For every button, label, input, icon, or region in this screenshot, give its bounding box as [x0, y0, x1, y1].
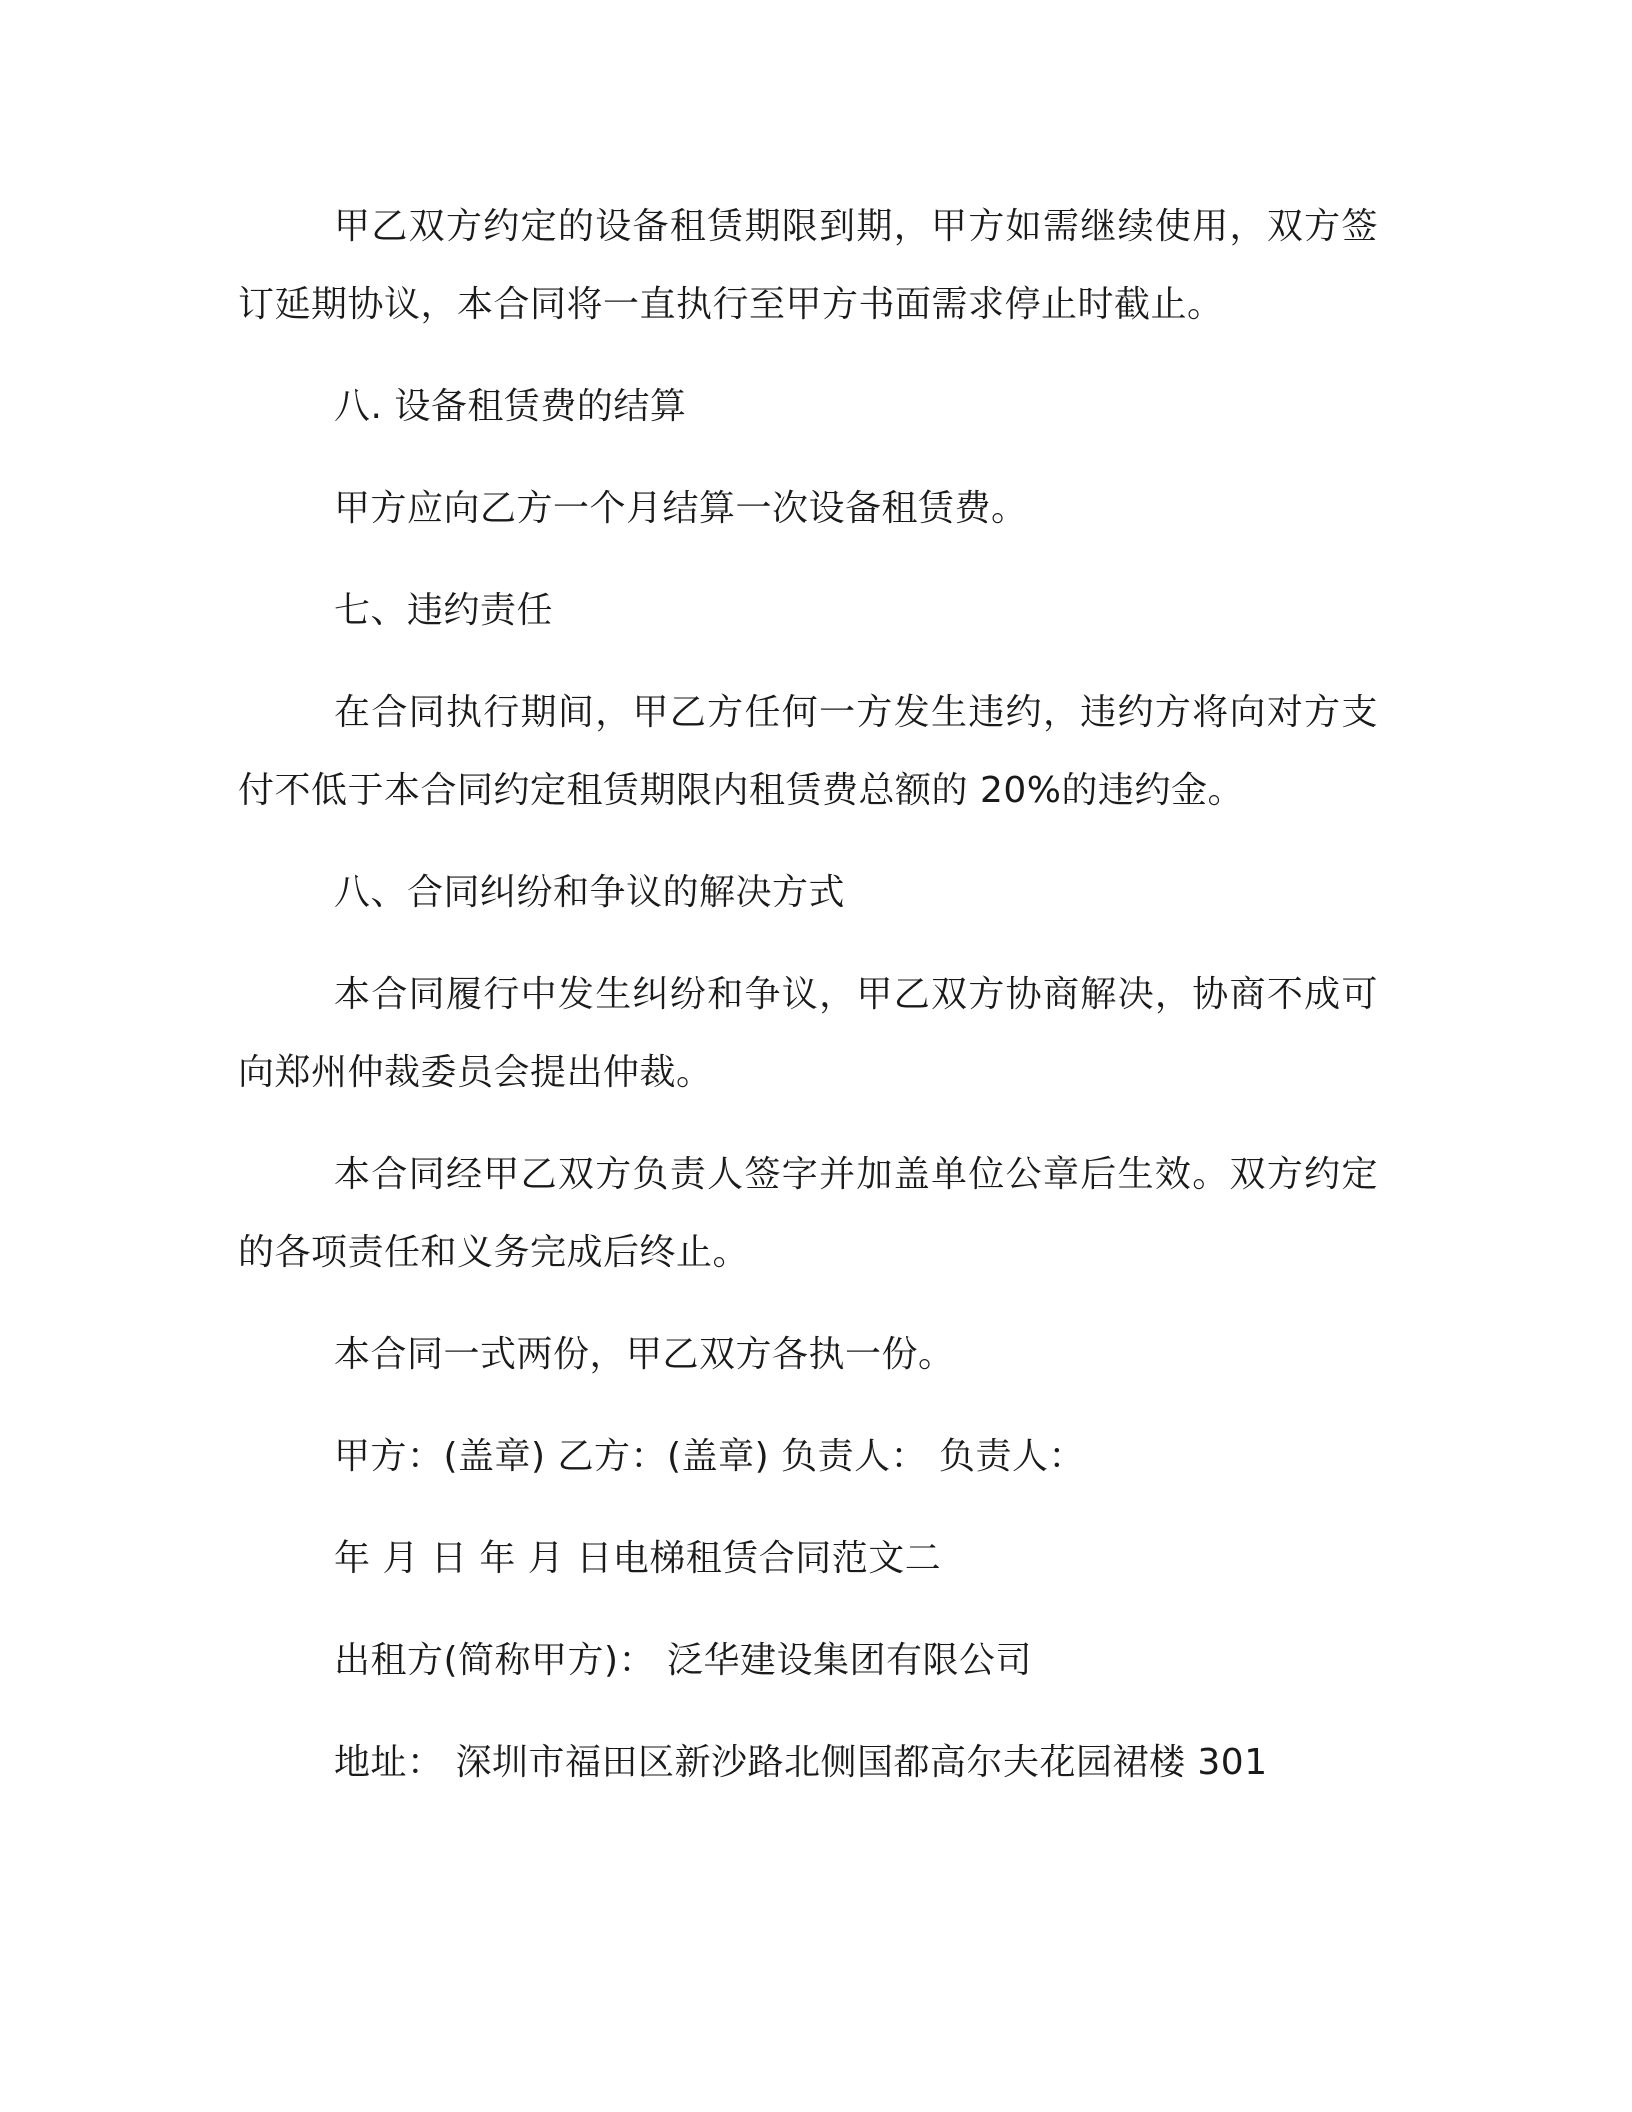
paragraph-copies: 本合同一式两份，甲乙双方各执一份。 [334, 1334, 955, 1375]
signature-line: 甲方：(盖章) 乙方：(盖章) 负责人： 负责人： [334, 1436, 1086, 1477]
section-heading-breach: 七、违约责任 [334, 590, 554, 631]
lessor-line: 出租方(简称甲方)： 泛华建设集团有限公司 [334, 1640, 1033, 1681]
address-line: 地址： 深圳市福田区新沙路北侧国都高尔夫花园裙楼 301 [334, 1742, 1268, 1783]
document-body [238, 188, 1378, 1826]
section-heading-settlement: 八. 设备租赁费的结算 [334, 386, 687, 427]
paragraph-lease-extension: 甲乙双方约定的设备租赁期限到期，甲方如需继续使用，双方签订延期协议，本合同将一直执行至甲方书面需求停止时截止。 [238, 206, 1378, 325]
section-heading-disputes: 八、合同纠纷和争议的解决方式 [334, 872, 846, 913]
paragraph-settlement: 甲方应向乙方一个月结算一次设备租赁费。 [334, 488, 1028, 529]
paragraph-disputes: 本合同履行中发生纠纷和争议，甲乙双方协商解决，协商不成可向郑州仲裁委员会提出仲裁。 [238, 974, 1378, 1093]
date-line: 年 月 日 年 月 日电梯租赁合同范文二 [334, 1538, 942, 1579]
paragraph-breach: 在合同执行期间，甲乙方任何一方发生违约，违约方将向对方支付不低于本合同约定租赁期限内租赁费总额的 20%的违约金。 [238, 692, 1378, 811]
paragraph-effectiveness: 本合同经甲乙双方负责人签字并加盖单位公章后生效。双方约定的各项责任和义务完成后终止。 [238, 1154, 1378, 1273]
